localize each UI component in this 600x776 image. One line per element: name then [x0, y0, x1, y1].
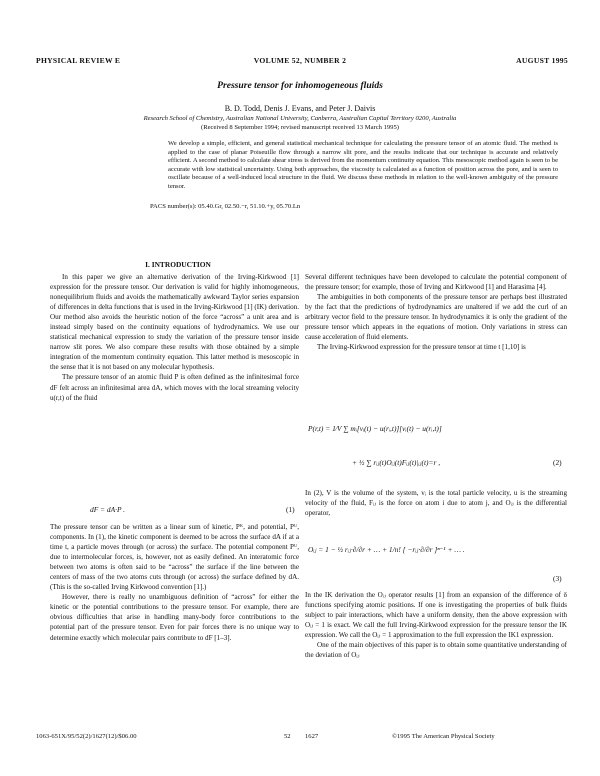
footer-copyright: ©1995 The American Physical Society [392, 733, 495, 740]
affiliation: Research School of Chemistry, Australian National University, Canberra, Australian Capital Territory 0200, Australia [143, 115, 457, 122]
equation-2-line-1: P(r,t) = 1⁄V ∑ mᵢ[vᵢ(t) − u(rᵢ,t)][vᵢ(t) − u(rᵢ,t)] [308, 424, 442, 433]
equation-3: Oᵢⱼ = 1 − ½ rᵢⱼ·∂/∂r + … + 1/n! [ −rᵢⱼ·∂/∂r ]ⁿ⁻¹ + … . [308, 545, 465, 554]
paragraph: The ambiguities in both components of the pressure tensor are perhaps best illustrated by the fact that the predictions of hydrodynamics are unaltered if we add the curl of an arbitrary vector field to the pressure tensor. In hydrodynamics it is only the gradient of the pressure tensor which appears in the equations of motion. Only variations in stress can cause acceleration of fluid elements. [305, 293, 567, 342]
left-column-lower [50, 522, 299, 643]
paragraph: The pressure tensor can be written as a linear sum of kinetic, Pᴷ, and potential, Pᵁ, components. In (1), the kinetic component is deemed to be across the surface dA if at a time t, a particle moves through (or across) the surface. The potential component Pᵁ, due to intermolecular forces, is, however, not as easily defined. An interatomic force between two atoms is often said to be “across” the surface if the line between the centers of mass of the two atoms cuts through (or across) the surface defined by dA. (This is the so-called Irving Kirkwood convention [1].) [50, 523, 299, 592]
journal-name: PHYSICAL REVIEW E [36, 56, 121, 65]
pacs-numbers: PACS number(s): 05.40.Gr, 02.50.−r, 51.10.+y, 05.70.Ln [150, 203, 301, 210]
received-dates: (Received 8 September 1994; revised manuscript received 13 March 1995) [201, 124, 399, 131]
author-list: B. D. Todd, Denis J. Evans, and Peter J. Daivis [224, 104, 376, 113]
paragraph: One of the main objectives of this paper is to obtain some quantitative understanding of the deviation of Oᵢⱼ [305, 641, 567, 660]
paragraph: The Irving-Kirkwood expression for the pressure tensor at time t [1,10] is [317, 343, 526, 352]
equation-3-number: (3) [553, 574, 562, 583]
issue-date: AUGUST 1995 [516, 56, 568, 65]
left-column-upper [50, 272, 299, 403]
paragraph: In (2), V is the volume of the system, vᵢ is the total particle velocity, u is the streaming velocity of the fluid, Fᵢⱼ is the force on atom i due to atom j, and Oᵢⱼ is the differential operator, [305, 489, 567, 518]
paragraph: In this paper we give an alternative derivation of the Irving-Kirkwood [1] expression for the pressure tensor. Our derivation is valid for highly inhomogeneous, nonequilibrium fluids and avoids the mathematically awkward Taylor series expansion of differences in delta functions that is used in the Irving-Kirkwood [1] (IK) derivation. Our method also avoids the heuristic notion of the force “across” a unit area and is instead simply based on the continuity equations of hydrodynamics. We use our statistical mechanical expression to study the variation of the pressure tensor inside narrow slit pores. We also compare these results with those obtained by a simple integration of the momentum continuity equation. This latter method is mesoscopic in the sense that it is not based on any molecular hypothesis. [50, 273, 299, 372]
paragraph: In the IK derivation the Oᵢⱼ operator results [1] from an expansion of the difference of δ functions specifying atomic positions. If one is investigating the properties of bulk fluids subject to pair interactions, which have a uniform density, then the above expression with Oᵢⱼ = 1 is exact. We call the full Irving-Kirkwood expression for the pressure tensor the IK expression. We call the Oᵢⱼ = 1 approximation to the full expression the IK1 expression. [305, 591, 567, 640]
paragraph: The pressure tensor of an atomic fluid P is often defined as the infinitesimal force dF felt across an infinitesimal area dA, which moves with the local streaming velocity u(r,t) of the fluid [50, 373, 299, 402]
equation-1: dF = dA·P . [90, 505, 126, 514]
equation-2-number: (2) [553, 458, 562, 467]
right-column-middle [305, 488, 567, 518]
equation-1-number: (1) [286, 505, 295, 514]
paper-title: Pressure tensor for inhomogeneous fluids [217, 80, 383, 91]
equation-2-line-2: + ½ ∑ rᵢⱼ(t)Oᵢⱼ(t)Fᵢⱼ(t)|ᵢⱼ(t)=r , [352, 458, 441, 467]
footer-page-number: 1627 [305, 733, 319, 740]
footer-code: 1063-651X/95/52(2)/1627(12)/$06.00 [36, 733, 137, 740]
abstract: We develop a simple, efficient, and general statistical mechanical technique for calculating the pressure tensor of an atomic fluid. The method is applied to the case of planar Poiseuille flow through a narrow slit pore, and the results indicate that our technique is accurate and relatively efficient. A second method to calculate shear stress is derived from the momentum continuity equation. This mesoscopic method again is seen to be accurate with low statistical uncertainty. Using both approaches, the viscosity is calculated as a function of position across the pore, and is seen to oscillate because of a well-induced local structure in the fluid. We discuss these methods in relation to the well-known ambiguity of the pressure tensor. [168, 140, 558, 190]
paragraph: Several different techniques have been developed to calculate the potential component of the pressure tensor; for example, those of Irving and Kirkwood [1] and Harasima [4]. [305, 273, 567, 292]
volume-number: VOLUME 52, NUMBER 2 [253, 56, 347, 65]
paragraph: However, there is really no unambiguous definition of “across” for either the kinetic or the potential contributions to the pressure tensor. For example, there are obvious difficulties that arise in handling many-body force contributions to the potential part of the pressure tensor. Even for pair forces there is no unique way to determine exactly which molecular pairs contribute to dF [1–3]. [50, 593, 299, 642]
section-heading: I. INTRODUCTION [145, 260, 211, 269]
right-column-lower [305, 590, 567, 660]
footer-volume: 52 [284, 733, 291, 740]
right-column-upper [305, 272, 567, 352]
